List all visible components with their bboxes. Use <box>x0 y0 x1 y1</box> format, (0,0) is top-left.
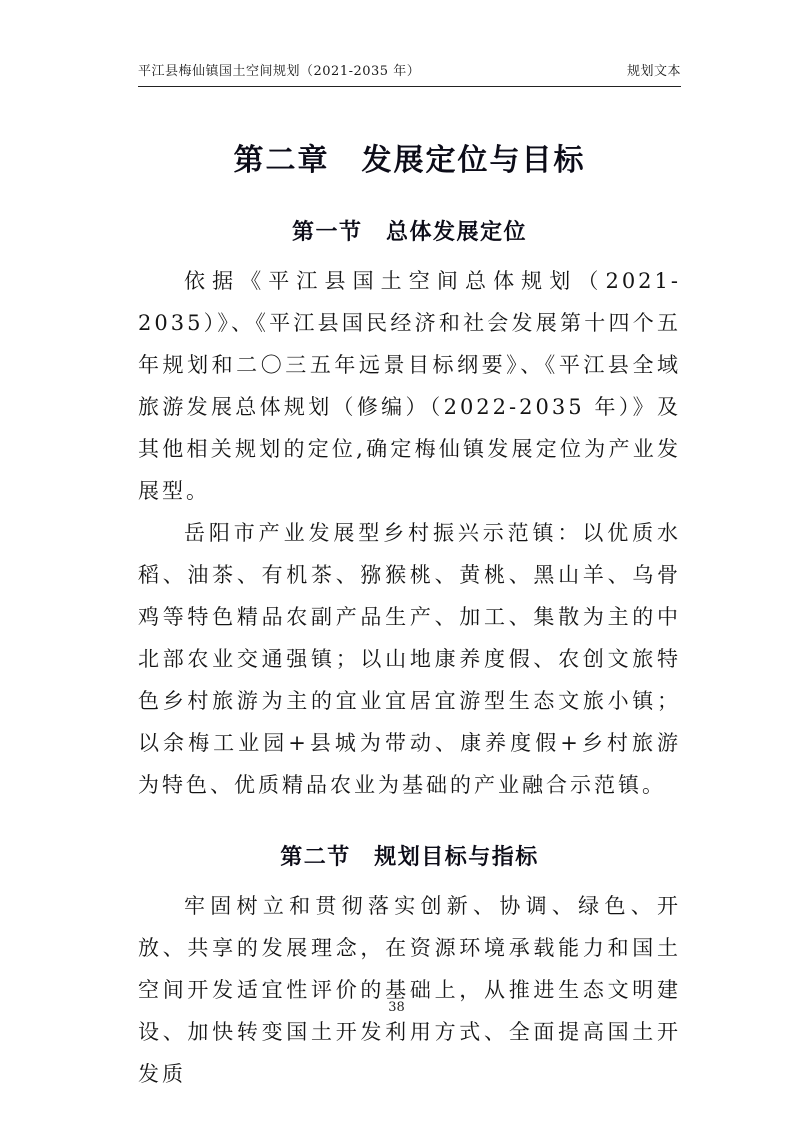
section-1-paragraph-2: 岳阳市产业发展型乡村振兴示范镇：以优质水稻、油茶、有机茶、猕猴桃、黄桃、黑山羊、乌骨鸡等特色精品农副产品生产、加工、集散为主的中北部农业交通强镇；以山地康养度假、农创文旅特色乡村旅游为主的宜业宜居宜游型生态文旅小镇；以余梅工业园+县城为带动、康养度假+乡村旅游为特色、优质精品农业为基础的产业融合示范镇。 <box>138 521 681 797</box>
header-right-label: 规划文本 <box>626 64 681 79</box>
section-1-paragraph-1: 依据《平江县国土空间总体规划（2021-2035）》、《平江县国民经济和社会发展第十四个五年规划和二〇三五年远景目标纲要》、《平江县全域旅游发展总体规划（修编）（2022-2035 年）》及其他相关规划的定位,确定梅仙镇发展定位为产业发展型。 <box>138 269 681 503</box>
page-number: 38 <box>388 1000 405 1015</box>
page-content <box>138 0 681 1095</box>
section-1-title: 第一节 总体发展定位 <box>291 220 527 245</box>
page-header <box>138 0 681 79</box>
header-rule <box>138 86 681 87</box>
section-2-paragraph-1: 牢固树立和贯彻落实创新、协调、绿色、开放、共享的发展理念，在资源环境承载能力和国土空间开发适宜性评价的基础上，从推进生态文明建设、加快转变国土开发利用方式、全面提高国土开发质 <box>138 894 681 1086</box>
section-2-title: 第二节 规划目标与指标 <box>280 845 539 870</box>
chapter-title: 第二章 发展定位与目标 <box>233 143 586 178</box>
header-left-title: 平江县梅仙镇国土空间规划（2021-2035 年） <box>138 64 421 79</box>
